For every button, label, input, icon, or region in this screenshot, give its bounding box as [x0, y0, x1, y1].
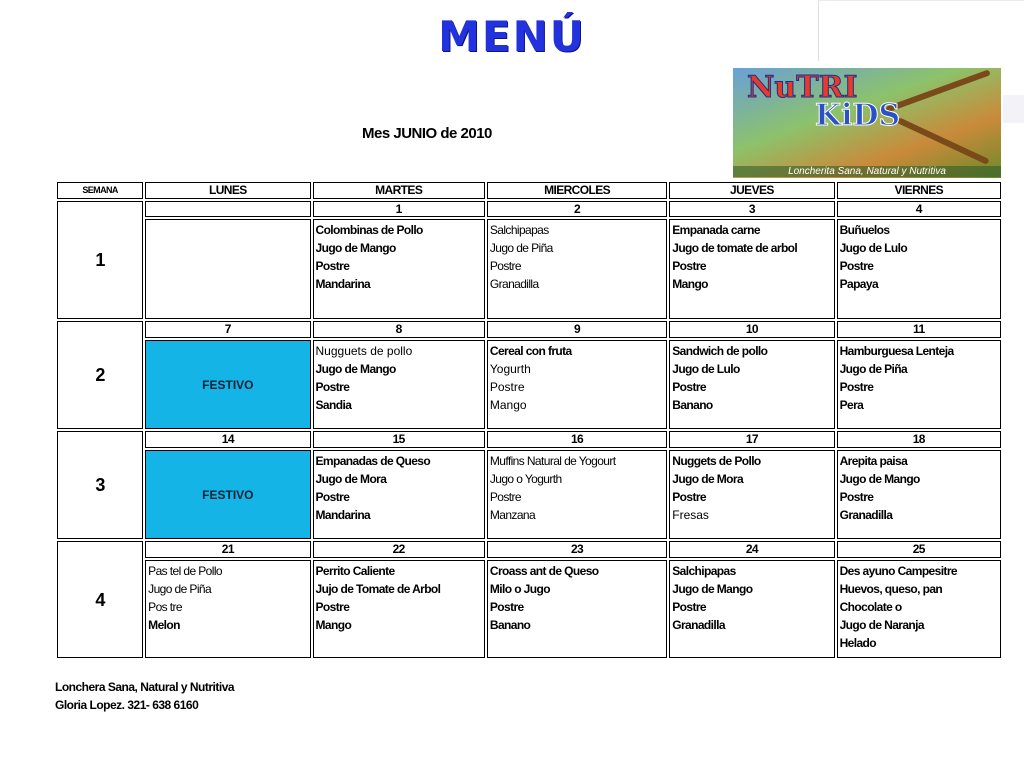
day-number: 10 [669, 321, 834, 338]
day-number: 16 [487, 431, 667, 448]
day-number: 15 [313, 431, 485, 448]
header-jueves: JUEVES [669, 182, 834, 199]
week-2-menu-row [57, 340, 1001, 430]
menu-item: Sandwich de pollo [672, 343, 768, 358]
menu-item: Postre [839, 379, 874, 394]
menu-item: Empanadas de Queso [315, 453, 431, 468]
menu-item: Croass ant de Queso [489, 564, 599, 579]
menu-cell-jueves [669, 340, 834, 430]
week-number: 1 [57, 201, 143, 320]
header-lunes: LUNES [145, 182, 310, 199]
day-number: 4 [837, 201, 1001, 218]
menu-item: Jugo de Lulo [672, 361, 740, 376]
week-1-day-row [57, 201, 1001, 218]
month-label: Mes JUNIO de 2010 [362, 125, 492, 142]
menu-item: Mango [672, 277, 708, 292]
menu-item: Papaya [839, 277, 879, 292]
menu-item: Manzana [489, 507, 536, 522]
menu-item: Jugo de Piña [148, 582, 212, 597]
menu-item: Mango [489, 397, 527, 412]
menu-item: Jugo de Piña [839, 361, 908, 376]
menu-item: Mandarina [315, 277, 371, 292]
menu-item: Fresas [672, 507, 709, 522]
header-semana: SEMANA [57, 182, 143, 199]
menu-cell-viernes [837, 340, 1001, 430]
menu-cell-martes [313, 219, 485, 319]
festivo-cell: FESTIVO [145, 340, 310, 430]
day-number: 21 [145, 541, 310, 558]
menu-cell-martes [313, 340, 485, 430]
day-number: 23 [487, 541, 667, 558]
menu-cell-martes [313, 450, 485, 540]
festivo-cell: FESTIVO [145, 450, 310, 540]
week-4-day-row [57, 541, 1001, 558]
menu-item: Arepita paisa [839, 453, 908, 468]
day-number: 7 [145, 321, 310, 338]
menu-item: Postre [315, 379, 350, 394]
menu-item: Jugo de Lulo [839, 241, 908, 256]
logo-tagline: Loncherita Sana, Natural y Nutritiva [733, 166, 1001, 177]
menu-item: Buñuelos [839, 223, 890, 238]
menu-item: Nugguets de pollo [315, 343, 413, 358]
day-number: 2 [487, 201, 667, 218]
day-number: 17 [669, 431, 834, 448]
menu-item: Mango [315, 618, 352, 633]
menu-item: Postre [839, 489, 874, 504]
day-number: 8 [313, 321, 485, 338]
nutrikids-logo [733, 68, 1001, 178]
day-number [145, 201, 310, 218]
logo-text-kids: KiDS [815, 98, 901, 133]
menu-item: Jugo de Mora [672, 471, 744, 486]
menu-cell-viernes [837, 219, 1001, 319]
menu-item: Jugo o Yogurth [489, 471, 562, 486]
menu-item: Banano [672, 397, 713, 412]
menu-item: Mandarina [315, 507, 371, 522]
menu-item: Des ayuno Campesitre [839, 564, 957, 579]
menu-item: Pera [839, 397, 864, 412]
menu-item: Postre [489, 600, 524, 615]
header-martes: MARTES [313, 182, 485, 199]
logo-text-nutri: NuTRI [747, 70, 858, 105]
footer-line-1: Lonchera Sana, Natural y Nutritiva [55, 680, 235, 694]
footer-line-2: Gloria Lopez. 321- 638 6160 [55, 698, 199, 712]
menu-item: Pos tre [148, 600, 182, 615]
day-number: 1 [313, 201, 485, 218]
menu-item: Postre [315, 259, 350, 274]
menu-item: Jugo de Mango [839, 471, 920, 486]
page-title: MENÚ [438, 12, 586, 61]
menu-item: Hamburguesa Lenteja [839, 343, 954, 358]
menu-item: Granadilla [489, 277, 539, 292]
menu-item: Perrito Caliente [315, 564, 395, 579]
menu-item: Postre [489, 489, 521, 504]
week-number: 3 [57, 431, 143, 539]
menu-item: Jugo de Piña [489, 241, 553, 256]
menu-cell-miercoles [487, 450, 667, 540]
menu-item: Pas tel de Pollo [148, 564, 222, 579]
week-number: 2 [57, 321, 143, 429]
day-number: 11 [837, 321, 1001, 338]
menu-item: Postre [489, 379, 525, 394]
week-number: 4 [57, 541, 143, 658]
menu-item: Huevos, queso, pan [839, 582, 943, 597]
menu-item: Postre [489, 259, 521, 274]
menu-item: Chocolate o [839, 600, 902, 615]
menu-item: Banano [489, 618, 531, 633]
menu-cell-viernes [837, 450, 1001, 540]
menu-item: Postre [672, 489, 706, 504]
menu-cell-miercoles [487, 219, 667, 319]
week-2-day-row [57, 321, 1001, 338]
day-number: 22 [313, 541, 485, 558]
side-tab [1003, 95, 1024, 123]
day-number: 14 [145, 431, 310, 448]
menu-cell-jueves [669, 219, 834, 319]
menu-item: Sandia [315, 397, 352, 412]
footer [55, 678, 234, 714]
menu-item: Granadilla [839, 507, 893, 522]
menu-cell-jueves [669, 560, 834, 658]
menu-item: Salchipapas [672, 564, 736, 579]
menu-item: Postre [672, 259, 706, 274]
header-miercoles: MIERCOLES [487, 182, 667, 199]
menu-item: Jugo de Mango [315, 361, 396, 376]
menu-cell-viernes [837, 560, 1001, 658]
menu-item: Helado [839, 636, 877, 651]
week-4-menu-row [57, 560, 1001, 658]
menu-item: Nuggets de Pollo [672, 453, 761, 468]
menu-item: Postre [839, 259, 874, 274]
menu-item: Jugo de Mango [672, 582, 753, 597]
day-number: 3 [669, 201, 834, 218]
menu-cell-jueves [669, 450, 834, 540]
week-3-menu-row [57, 450, 1001, 540]
day-number: 18 [837, 431, 1001, 448]
header-viernes: VIERNES [837, 182, 1001, 199]
menu-item: Milo o Jugo [489, 582, 550, 597]
menu-item: Postre [672, 600, 706, 615]
week-1-menu-row [57, 219, 1001, 319]
day-number: 24 [669, 541, 834, 558]
menu-item: Jujo de Tomate de Arbol [315, 582, 441, 597]
menu-cell-miercoles [487, 560, 667, 658]
menu-cell-martes [313, 560, 485, 658]
menu-item: Jugo de Mango [315, 241, 396, 256]
menu-item: Yogurth [489, 361, 531, 376]
header-row [57, 182, 1001, 199]
week-3-day-row [57, 431, 1001, 448]
menu-item: Empanada carne [672, 223, 760, 238]
menu-item: Salchipapas [489, 223, 549, 238]
menu-cell-miercoles [487, 340, 667, 430]
menu-item: Jugo de Naranja [839, 618, 924, 633]
menu-item: Cereal con fruta [489, 343, 572, 358]
menu-item: Jugo de tomate de arbol [672, 241, 798, 256]
menu-cell-lunes [145, 219, 310, 319]
menu-item: Melon [148, 618, 180, 633]
menu-item: Postre [315, 489, 350, 504]
menu-item: Postre [672, 379, 706, 394]
menu-item: Granadilla [672, 618, 725, 633]
menu-table [55, 180, 1003, 660]
menu-item: Colombinas de Pollo [315, 223, 423, 238]
menu-item: Postre [315, 600, 350, 615]
menu-cell-lunes [145, 560, 310, 658]
day-number: 25 [837, 541, 1001, 558]
menu-item: Jugo de Mora [315, 471, 387, 486]
menu-item: Muffins Natural de Yogourt [489, 453, 616, 468]
day-number: 9 [487, 321, 667, 338]
